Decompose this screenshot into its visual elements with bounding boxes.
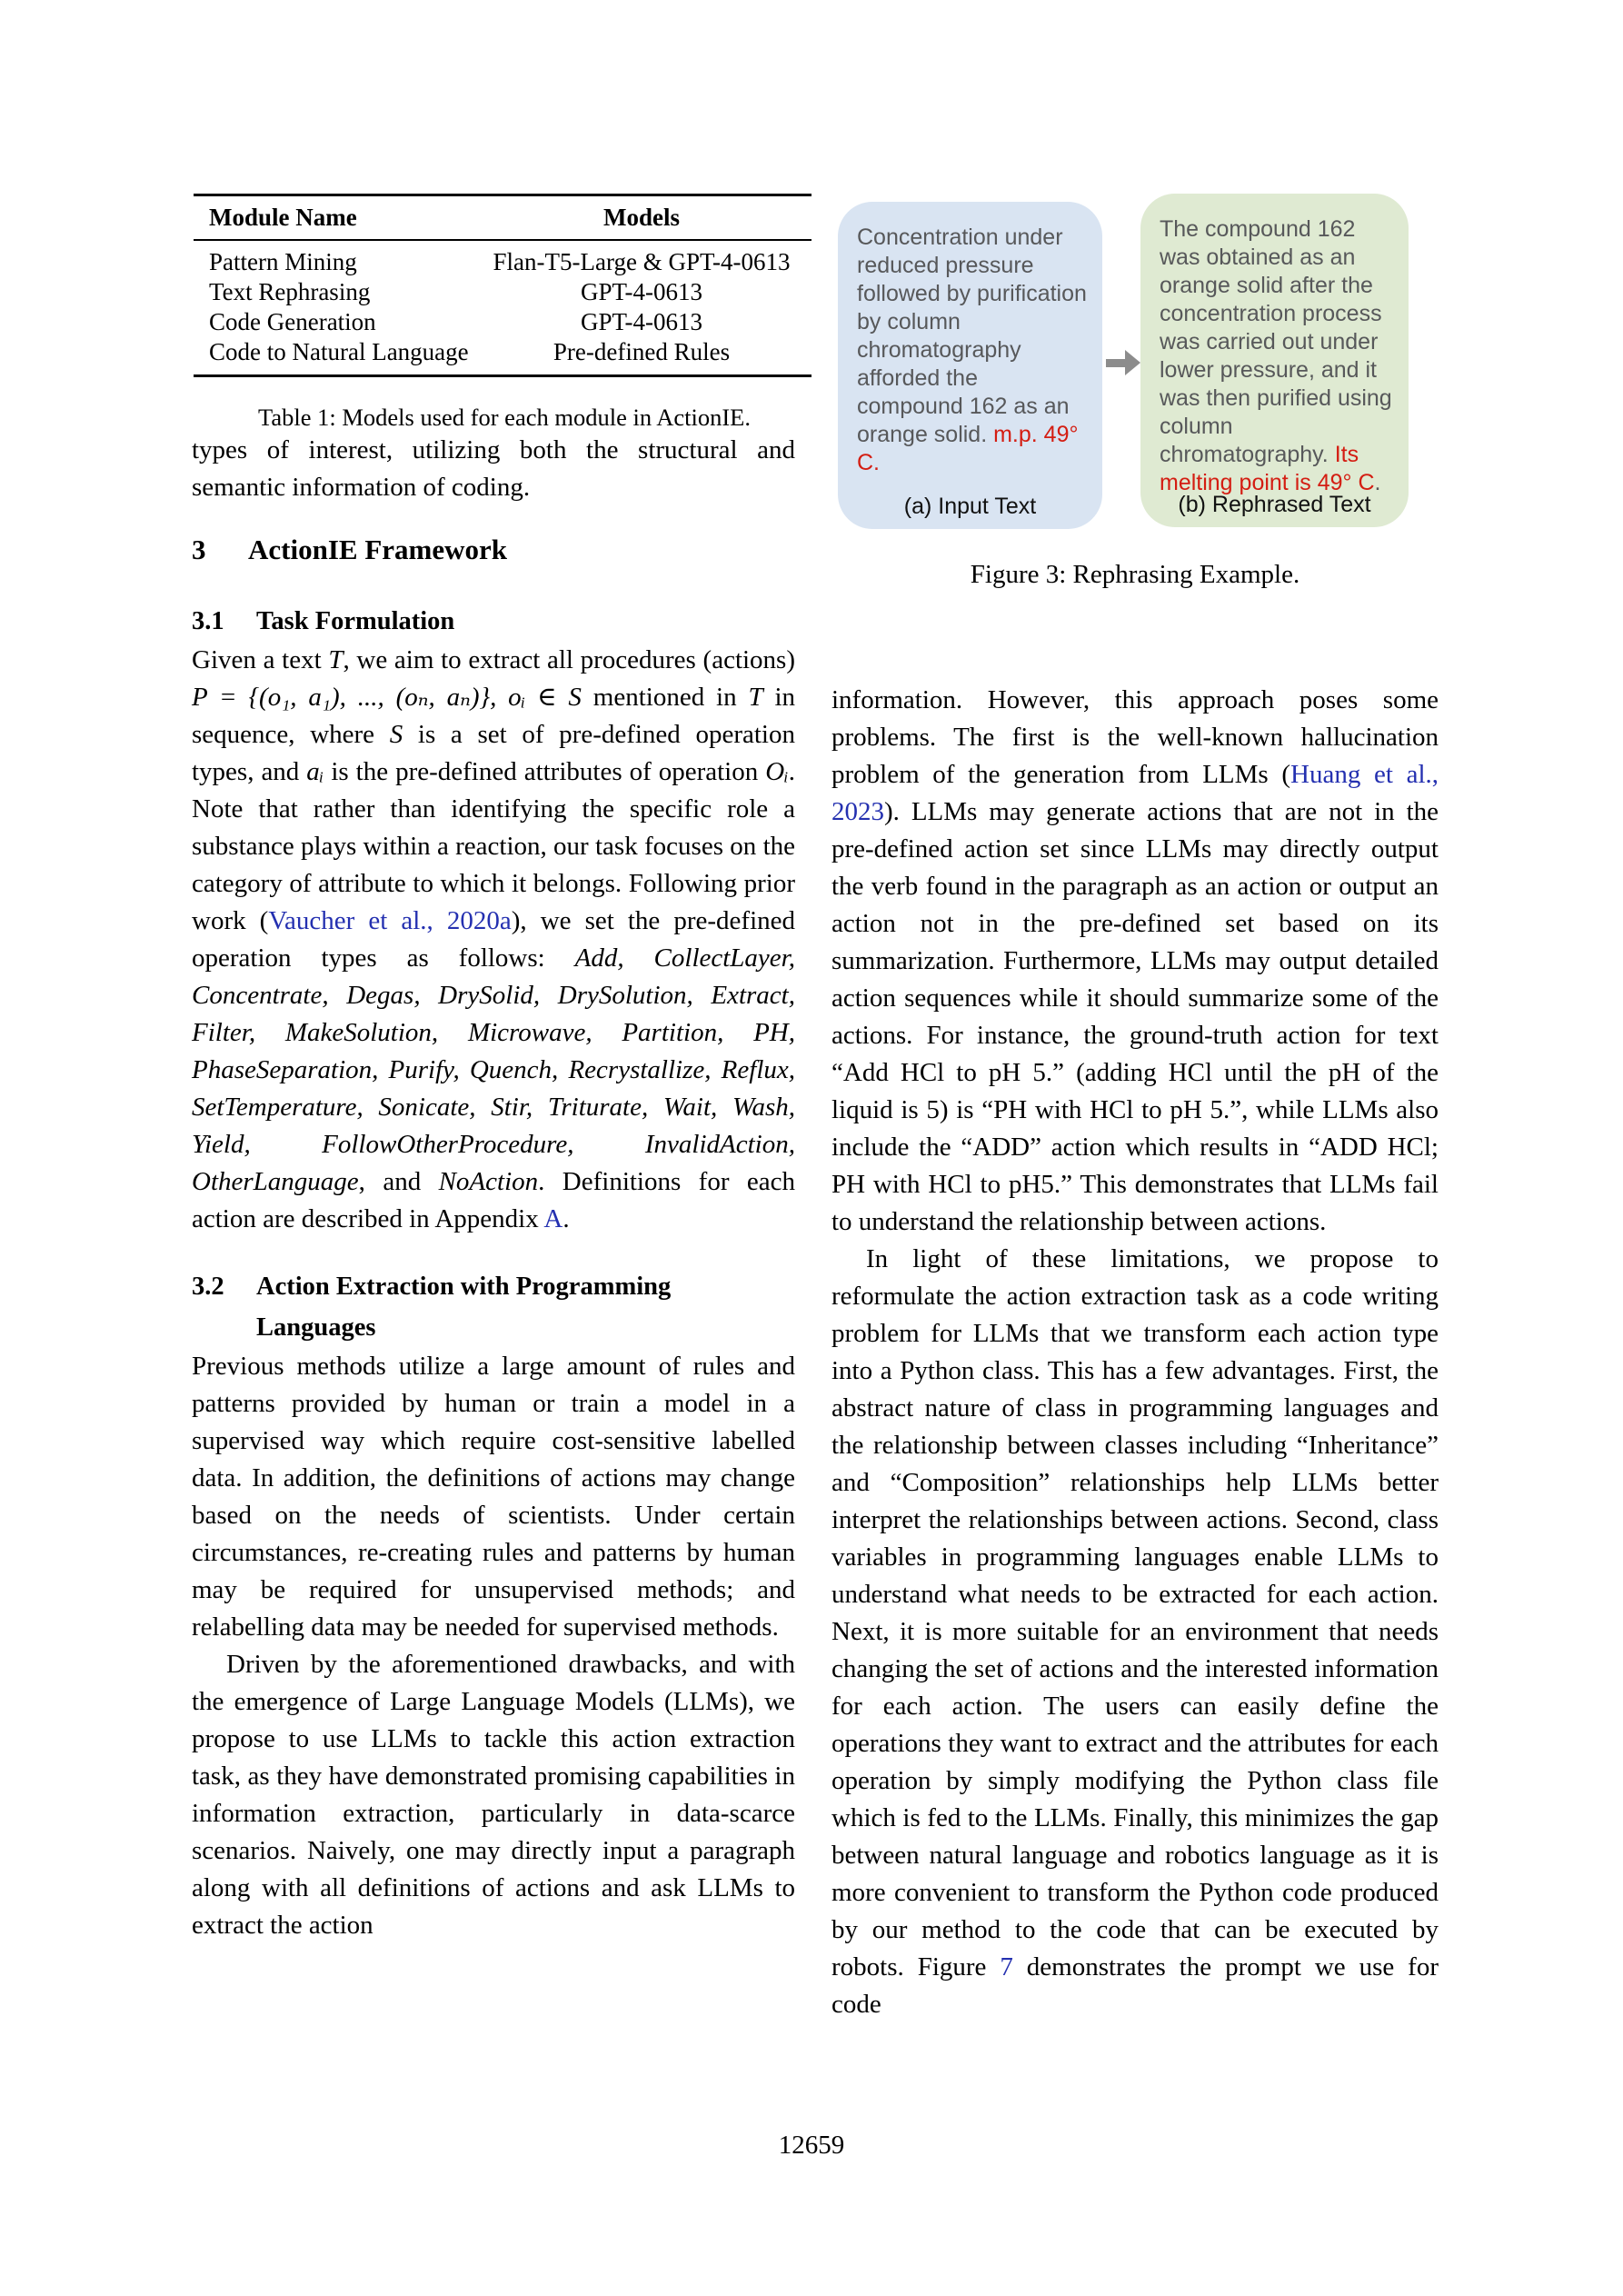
citation-link[interactable]: 7 <box>1000 1952 1013 1982</box>
section-title: Action Extraction with Programming Languages <box>256 1273 672 1342</box>
section-number: 3.2 <box>192 1273 224 1301</box>
text-segment: P = {(o₁, a₁), ..., (oₙ, aₙ)}, oᵢ ∈ S <box>192 683 582 712</box>
section-number: 3.1 <box>192 607 224 635</box>
rephrased-text-gray: The compound 162 was obtained as an orange solid after the concentration process was carried out under lower pressure, and it was then purified using column chromatography. <box>1160 216 1392 467</box>
table-row <box>194 277 812 307</box>
figure-3-caption: Figure 3: Rephrasing Example. <box>970 560 1300 589</box>
citation-link[interactable]: A <box>543 1204 563 1233</box>
rephrased-text-highlight: Its melting point is 49° C <box>1160 442 1375 495</box>
input-text-box <box>838 202 1102 529</box>
table-row <box>194 337 812 376</box>
text-segment: mentioned in <box>581 683 749 712</box>
table-cell: GPT-4-0613 <box>580 278 702 305</box>
text-segment: information. However, this approach poses some problems. The first is the well-known hallucination problem of the generation from LLMs ( <box>831 685 1439 789</box>
models-table <box>194 194 812 377</box>
citation-link[interactable]: Huang et al., 2023 <box>831 760 1439 826</box>
section-heading-3-1 <box>192 601 795 642</box>
text-segment: aᵢ <box>306 757 324 786</box>
text-segment: ), we set the pre-defined operation types as follows: <box>192 906 796 973</box>
text-segment: . Note that rather than identifying the specific role a substance plays within a reaction, our task focuses on the category of attribute to which it belongs. Following prior work ( <box>192 757 795 935</box>
table-header-models: Models <box>472 195 812 241</box>
section-title: Task Formulation <box>256 607 455 635</box>
text-segment: Driven by the aforementioned drawbacks, and with the emergence of Large Language Models (LLMs), we propose to use LLMs to tackle this action extraction task, as they have demonstrated promising capabilities in information extraction, particularly in data-scarce scenarios. Naively, one may directly input a paragraph along with all definitions of actions and ask LLMs to extract the action <box>192 1650 795 1940</box>
table-cell: GPT-4-0613 <box>580 308 702 335</box>
text-segment: Given a text <box>192 645 329 674</box>
table-cell: Code to Natural Language <box>209 338 469 365</box>
text-segment: In light of these limitations, we propose to reformulate the action extraction task as a code writing problem for LLMs that we transform each action type into a Python class. This has a few advantages. First, the abstract nature of class in programming languages and the relationship between classes including “Inheritance” and “Composition” relationships help LLMs better interpret the relationships between actions. Second, class variables in programming languages enable LLMs to understand what needs to be extracted for each action. Next, it is more suitable for an environment that needs changing the set of actions and the interested information for each action. The users can easily define the operations they want to extract and the attributes for each operation by simply modifying the Python class file which is fed to the LLMs. Finally, this minimizes the gap between natural language and robotics language as it is more convenient to transform the Python code produced by our method to the code that can be executed by robots. Figure <box>831 1244 1439 1982</box>
table-1 <box>194 194 812 432</box>
paragraph-previous-methods <box>192 1348 795 1646</box>
text-segment: S <box>389 720 403 749</box>
text-segment: , and <box>358 1167 439 1196</box>
rephrased-text-box <box>1140 194 1409 527</box>
table-cell: Pattern Mining <box>209 248 357 275</box>
arrow-bar <box>1106 359 1125 367</box>
input-text-content <box>838 202 1102 477</box>
text-segment: Add, CollectLayer, Concentrate, Degas, DrySolid, DrySolution, Extract, Filter, MakeSolution, Microwave, Partition, PH, PhaseSeparation, Purify, Quench, Recrystallize, Reflux, SetTemperature, Sonicate, Stir, Triturate, Wait, Wash, Yield, FollowOtherProcedure, InvalidAction, OtherLanguage <box>192 943 795 1196</box>
text-segment: is the pre-defined attributes of operation <box>324 757 766 786</box>
table-cell: Code Generation <box>209 308 376 335</box>
table-cell: Pre-defined Rules <box>553 338 731 365</box>
paragraph-continuation <box>192 432 795 506</box>
text-segment: is a set of pre-defined operation types, and <box>192 720 795 786</box>
section-heading-3-2 <box>192 1266 795 1348</box>
section-title: ActionIE Framework <box>248 534 507 565</box>
citation-link[interactable]: Vaucher et al., 2020a <box>268 906 512 935</box>
paragraph-task-formulation <box>192 642 795 1238</box>
text-segment: . <box>563 1204 570 1233</box>
section-heading-3 <box>192 529 795 570</box>
input-text-highlight: m.p. 49° C. <box>857 422 1079 475</box>
text-segment: . Definitions for each action are described in Appendix <box>192 1167 795 1233</box>
table-cell: Flan-T5-Large & GPT-4-0613 <box>493 248 791 275</box>
table-row <box>194 240 812 277</box>
figure-3 <box>831 0 1439 682</box>
text-segment: T <box>328 645 344 674</box>
table-header-row <box>194 195 812 241</box>
text-segment: demonstrates the prompt we use for code <box>831 1952 1439 2019</box>
rephrased-text-tail: . <box>1374 470 1381 495</box>
text-segment: in sequence, where <box>192 683 795 749</box>
text-segment: T <box>748 683 763 712</box>
paragraph-driven-by <box>192 1646 795 1944</box>
rephrased-text-content <box>1140 194 1409 497</box>
page-number: 12659 <box>778 2131 845 2160</box>
section-number: 3 <box>192 534 206 565</box>
text-segment: Oᵢ <box>765 757 789 786</box>
text-segment: types of interest, utilizing both the structural and semantic information of coding. <box>192 435 795 502</box>
table-header-module-name: Module Name <box>194 195 472 241</box>
right-column <box>831 0 1439 2023</box>
text-segment: Previous methods utilize a large amount of rules and patterns provided by human or train a model in a supervised way which require cost-sensitive labelled data. In addition, the definitions of actions may change based on the needs of scientists. Under certain circumstances, re-creating rules and patterns by human may be required for unsupervised methods; and relabelling data may be needed for supervised methods. <box>192 1352 795 1642</box>
text-segment: , we aim to extract all procedures (actions) <box>343 645 795 674</box>
input-text-gray: Concentration under reduced pressure followed by purification by column chromatography afforded the compound 162 as an orange solid. <box>857 225 1087 447</box>
table-1-caption: Table 1: Models used for each module in ActionIE. <box>258 404 751 431</box>
input-text-label: (a) Input Text <box>903 494 1037 519</box>
paragraph-reformulate <box>831 1241 1439 2023</box>
paragraph-hallucination <box>831 682 1439 1241</box>
text-segment: NoAction <box>438 1167 539 1196</box>
right-arrow-icon <box>1106 350 1142 375</box>
rephrased-text-label: (b) Rephrased Text <box>1178 492 1371 517</box>
text-segment: ). LLMs may generate actions that are not in the pre-defined action set since LLMs may directly output the verb found in the paragraph as an action or output an action not in the pre-defined set based on its summarization. Furthermore, LLMs may output detailed action sequences while it should summarize some of the actions. For instance, the ground-truth action for text “Add HCl to pH 5.” (adding HCl until the pH of the liquid is 5) is “PH with HCl to pH 5.”, while LLMs also include the “ADD” action which results in “ADD HCl; PH with HCl to pH5.” This demonstrates that LLMs fail to understand the relationship between actions. <box>831 797 1439 1236</box>
left-column <box>192 0 795 1944</box>
table-row <box>194 307 812 337</box>
table-cell: Text Rephrasing <box>209 278 371 305</box>
arrow-head <box>1125 350 1140 375</box>
